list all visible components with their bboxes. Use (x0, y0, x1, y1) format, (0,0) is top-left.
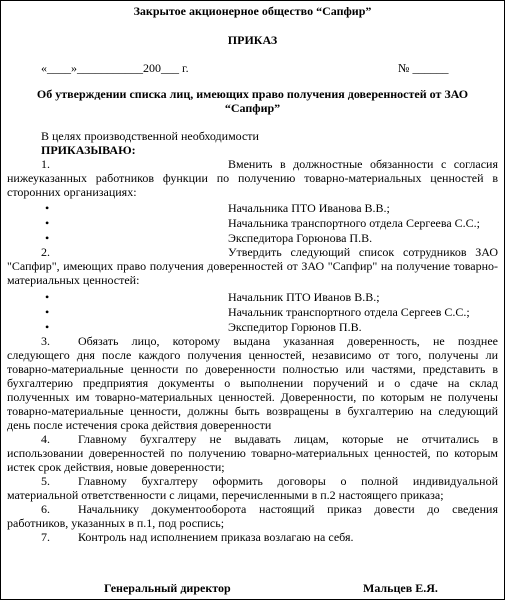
item-text-line: Главному бухгалтеру оформить договоры о полной индивидуальной (78, 474, 498, 488)
item-text-line: материальных ценностей: (7, 273, 140, 287)
item-text-line: следующего дня после каждого получения ценностей, независимо от того, получены ли (7, 348, 498, 362)
item-text-line: истек срок действия, новые доверенности; (7, 460, 225, 474)
bullet-icon: • (45, 216, 50, 230)
item-text-line: Контроль над исполнением приказа возлагаю на себя. (78, 530, 354, 544)
item-text-line: работников, указанных в п.1, под роспись; (7, 516, 225, 530)
item-text-line: использовании доверенностей по получению товарно-материальных ценностей, по которым (7, 446, 498, 460)
bullet-icon: • (45, 320, 50, 334)
bullet-icon: • (45, 290, 50, 304)
signature-position: Генеральный директор (104, 581, 231, 595)
item-text-line: сторонних организациях: (7, 185, 137, 199)
bullet-item: Экспедитора Горюнова П.В. (228, 231, 373, 245)
item-text-line: бухгалтерию предприятия документы о выполнении поручений и о сдаче на склад (7, 376, 498, 390)
date-line: «____»___________200___ г. (41, 61, 189, 75)
item-text-line: день после истечения срока действия доверенности (7, 418, 272, 432)
item-text-line: материальной ответственности с лицами, перечисленными в п.2 настоящего приказа; (7, 488, 444, 502)
item-text-line: Вменить в должностные обязанности с согласия (228, 157, 498, 171)
bullet-item: Начальник ПТО Иванов В.В.; (228, 290, 380, 304)
preamble: В целях производственной необходимости (41, 129, 259, 143)
bullet-item: Начальника ПТО Иванова В.В.; (228, 201, 390, 215)
order-number: № ______ (398, 61, 449, 75)
signature-name: Мальцев Е.Я. (363, 581, 438, 595)
item-number: 6. (41, 502, 50, 516)
item-number: 2. (41, 245, 50, 259)
document-title-line-1: Об утверждении списка лиц, имеющих право получения доверенностей от ЗАО (36, 87, 469, 101)
bullet-icon: • (45, 305, 50, 319)
item-number: 4. (41, 432, 50, 446)
bullet-item: Экспедитор Горюнов П.В. (228, 320, 362, 334)
item-number: 1. (41, 157, 50, 171)
item-number: 5. (41, 474, 50, 488)
item-text-line: товарно-материальные ценности, должны быть возвращены в бухгалтерию на следующий (7, 404, 498, 418)
document-type: ПРИКАЗ (227, 33, 278, 47)
bullet-item: Начальник транспортного отдела Сергеев С.С.; (228, 305, 470, 319)
company-name: Закрытое акционерное общество “Сапфир” (133, 4, 372, 18)
item-text-line: Обязать лицо, которому выдана указанная доверенность, не позднее (78, 334, 498, 348)
item-text-line: товарно-материальные ценности по доверенности полностью или частями, представить в (7, 362, 498, 376)
item-text-line: нижеуказанных работников функции по получению товарно-материальных ценностей в (7, 171, 498, 185)
item-text-line: Главному бухгалтеру не выдавать лицам, которые не отчитались в (78, 432, 498, 446)
item-text-line: Утвердить следующий список сотрудников ЗАО (228, 245, 498, 259)
item-text-line: полученных им товарно-материальных ценностей. Доверенности, по которым не получены (7, 390, 498, 404)
document-title-line-2: “Сапфир” (224, 101, 281, 115)
order-word: ПРИКАЗЫВАЮ: (41, 143, 136, 157)
item-text-line: "Сапфир", имеющих право получения доверенностей от ЗАО "Сапфир" на получение товарно- (7, 259, 498, 273)
bullet-icon: • (45, 231, 50, 245)
item-text-line: Начальнику документооборота настоящий приказ довести до сведения (78, 502, 498, 516)
bullet-item: Начальника транспортного отдела Сергеева С.С.; (228, 216, 481, 230)
item-number: 3. (41, 334, 50, 348)
item-number: 7. (41, 530, 50, 544)
bullet-icon: • (45, 201, 50, 215)
